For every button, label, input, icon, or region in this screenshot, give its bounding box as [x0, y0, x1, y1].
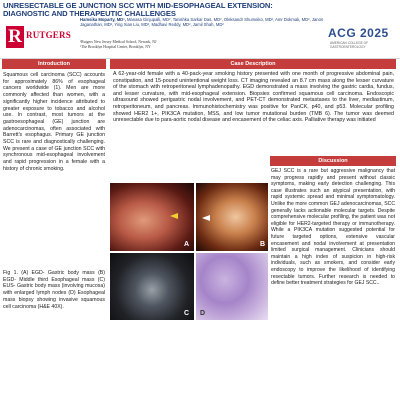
figure-panel	[110, 183, 268, 320]
discussion-heading: Discussion	[270, 156, 396, 166]
egd-esophageal-mass-image	[196, 183, 268, 251]
affiliations	[80, 40, 325, 50]
arrow-icon	[202, 215, 210, 221]
figure-label-b: B	[260, 241, 266, 248]
author-list	[80, 17, 325, 28]
first-author: Hamsika Moparty, MD¹,	[80, 17, 126, 22]
introduction-text: Squamous cell carcinoma (SCC) accounts for approximately 86% of esophageal cancers worldwide (1). Men are more commonly affected than women, with a significantly higher incidence attributed to greater exposure to tobacco and alcohol use. In contrast, most tumors at the gastroesophageal (GE) junction are adenocarcinomas, often associated with Barrett's esophagus. Primary GE junction SCC is rare and diagnostically challenging. We present a case of GE junction SCC with synchronous mid-esophageal involvement and rapid progression in a female with a history of chronic smoking.	[3, 72, 105, 172]
figure-label-a: A	[184, 241, 190, 248]
rutgers-logo-icon: R	[6, 26, 24, 48]
discussion-text: GEJ SCC is a rare but aggressive malignancy that may progress rapidly and present without classic symptoms, making early detection challenging. This case illustrates such an atypical presentation, with rapid systemic spread and minimal symptomatology. Unlike the more common GEJ adenocarcinomas, SCC generally lacks actionable molecular targets. Despite comprehensive molecular profiling, the patient was not eligible for HER2-targeted therapy or immunotherapy. While a PIK3CA mutation suggested potential for future targeted options, extensive vascular encasement and nodal involvement at presentation limited surgical management. Clinicians should maintain a high index of suspicion in high-risk individuals, such as smokers, and consider early endoscopy to improve the likelihood of identifying resectable tumors. Further research is needed to define better treatment strategies for GEJ SCC..	[271, 168, 395, 287]
co-authors: Manasa Ginjupalli, MD², Tanishka Sarkar Das, MD², Oleksandr Shumeiko, MD², Amr Dokmak, MD², Janos Jaganathan, MD², Ying Xian Liu, MD², Madhavi Reddy, MD², Jamil Shah, MD²	[80, 17, 324, 28]
affiliation-2: ²The Brooklyn Hospital Center, Brooklyn, NY	[80, 45, 151, 49]
poster-header	[0, 0, 400, 59]
figure-label-d: D	[200, 310, 206, 317]
introduction-heading: Introduction	[2, 59, 106, 69]
figure-label-c: C	[184, 310, 190, 317]
rutgers-logo-text: RUTGERS	[26, 30, 71, 40]
affiliation-1: ¹Rutgers New Jersey Medical School, Newark, NJ	[80, 40, 157, 44]
figure-caption: Fig 1. (A) EGD- Gastric body mass (B) EGD- Middle third Esophageal mass (C) EUS- Gastric body mass (involving mucosa) with enlarged lymph nodes (D) Esophageal mass biopsy showing invasive squamous cell carcinoma (H&E 40X).	[3, 270, 105, 310]
histology-image	[196, 253, 268, 320]
acg-logo-text: ACG 2025	[328, 26, 389, 40]
acg-logo-subtext: AMERICAN COLLEGE OF GASTROENTEROLOGY	[330, 41, 369, 49]
case-description-text: A 62-year-old female with a 40-pack-year smoking history presented with one month of progressive abdominal pain, constipation, and 15-pound unintentional weight loss. CT imaging revealed an 8.7 cm mass along the lesser curvature of the stomach with retroperitoneal lymphadenopathy. EGD demonstrated a mass involving the gastric cardia, fundus, and lesser curvature, with mid-esophageal extension. Biopsies confirmed squamous cell carcinoma. Endoscopic ultrasound showed perigastric nodal involvement, and PET-CT demonstrated metastases to the liver, mediastinum, retroperitoneum, and pancreas. Immunohistochemistry was positive for PanCK, p40, and p53. Molecular profiling showed HER2 1+, PIK3CA mutation, MSS, and low tumor mutational burden (TMB 6). The tumor was deemed unresectable due to para-aortic nodal disease and encasement of the celiac axis. Palliative therapy was initiated	[113, 71, 394, 124]
poster-title: UNRESECTABLE GE JUNCTION SCC WITH MID-ESOPHAGEAL EXTENSION: DIAGNOSTIC AND THERAPEUTIC CHALLENGES	[3, 1, 273, 19]
acg-logo	[328, 24, 394, 50]
case-description-heading: Case Description	[110, 59, 396, 69]
egd-gastric-mass-image	[110, 183, 194, 251]
eus-image	[110, 253, 194, 320]
arrow-icon	[170, 213, 178, 219]
